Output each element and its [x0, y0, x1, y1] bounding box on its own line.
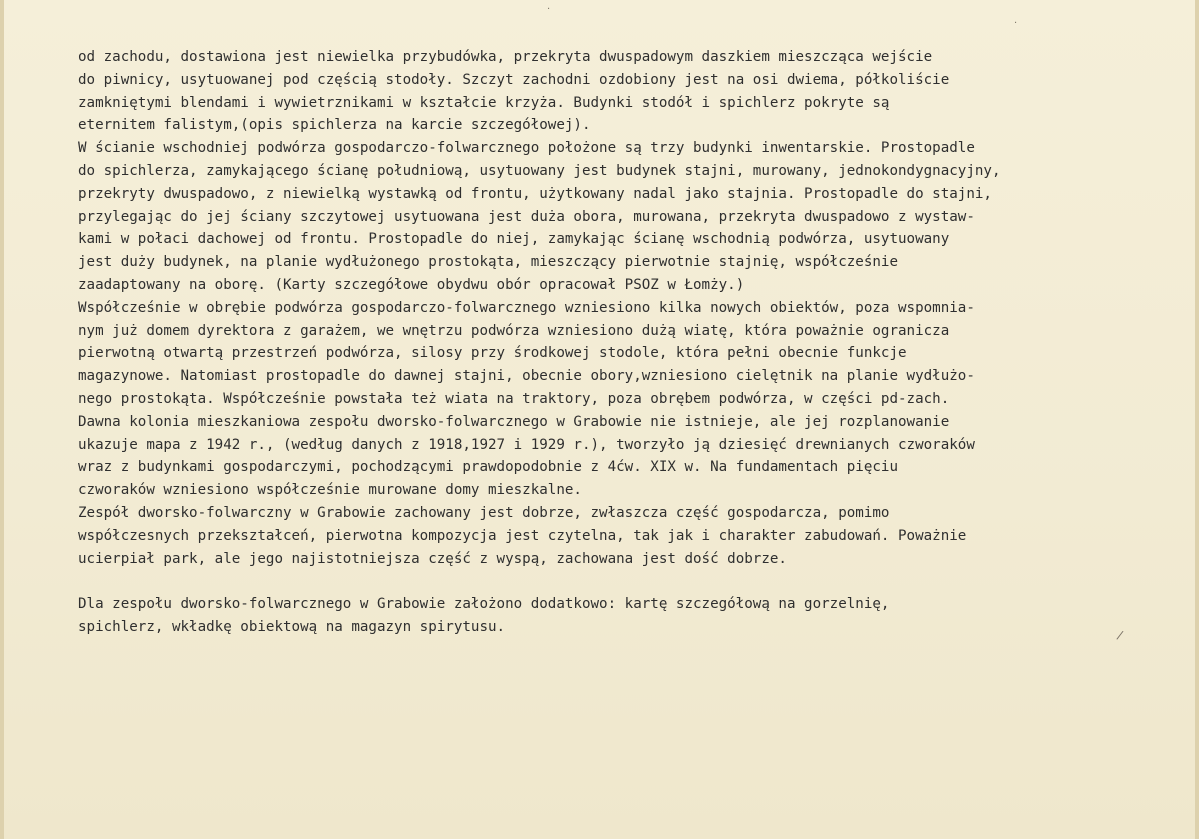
pencil-mark-top: ·: [547, 4, 551, 15]
text-line: wraz z budynkami gospodarczymi, pochodzącymi prawdopodobnie z 4ćw. XIX w. Na fundamentach pięciu: [78, 459, 898, 476]
text-line: jest duży budynek, na planie wydłużonego prostokąta, mieszczący pierwotnie stajnię, współcześnie: [78, 254, 898, 271]
text-line: eternitem falistym,(opis spichlerza na karcie szczegółowej).: [78, 117, 591, 134]
text-line: współczesnych przekształceń, pierwotna kompozycja jest czytelna, tak jak i charakter zabudowań. Poważnie: [78, 527, 967, 544]
text-line: Dla zespołu dworsko-folwarcznego w Grabowie założono dodatkowo: kartę szczegółową na gorzelnię,: [78, 596, 890, 613]
text-line: ucierpiał park, ale jego najistotniejsza część z wyspą, zachowana jest dość dobrze.: [78, 550, 787, 567]
typewritten-text: [78, 46, 1178, 639]
text-line: ukazuje mapa z 1942 r., (według danych z 1918,1927 i 1929 r.), tworzyło ją dziesięć drewnianych czworaków: [78, 436, 975, 453]
page-right-edge: [1195, 0, 1199, 839]
pencil-mark-right: /: [1115, 627, 1125, 643]
text-line: Współcześnie w obrębie podwórza gospodarczo-folwarcznego wzniesiono kilka nowych obiektów, poza wspomnia-: [78, 299, 975, 316]
text-line: Dawna kolonia mieszkaniowa zespołu dworsko-folwarcznego w Grabowie nie istnieje, ale jej rozplanowanie: [78, 413, 950, 430]
text-line: W ścianie wschodniej podwórza gospodarczo-folwarcznego położone są trzy budynki inwentarskie. Prostopadle: [78, 140, 975, 157]
text-line: od zachodu, dostawiona jest niewielka przybudówka, przekryta dwuspadowym daszkiem mieszcząca wejście: [78, 49, 933, 65]
text-line: pierwotną otwartą przestrzeń podwórza, silosy przy środkowej stodole, która pełni obecnie funkcje: [78, 345, 907, 362]
text-line: Zespół dworsko-folwarczny w Grabowie zachowany jest dobrze, zwłaszcza część gospodarcza, pomimo: [78, 504, 890, 521]
text-line: zaadaptowany na oborę. (Karty szczegółowe obydwu obór opracował PSOZ w Łomży.): [78, 276, 745, 293]
text-line: czworaków wzniesiono współcześnie murowane domy mieszkalne.: [78, 482, 582, 499]
pencil-mark-top-right: ·: [1014, 18, 1018, 29]
text-line: zamkniętymi blendami i wywietrznikami w kształcie krzyża. Budynki stodół i spichlerz pokryte są: [78, 94, 890, 111]
text-line: przekryty dwuspadowo, z niewielką wystawką od frontu, użytkowany nadal jako stajnia. Prostopadle do stajni,: [78, 185, 992, 202]
text-line: nym już domem dyrektora z garażem, we wnętrzu podwórza wzniesiono dużą wiatę, która poważnie ogranicza: [78, 322, 950, 339]
text-line: przylegając do jej ściany szczytowej usytuowana jest duża obora, murowana, przekryta dwuspadowo z wystaw-: [78, 208, 975, 225]
page-left-edge: [0, 0, 4, 839]
text-line: magazynowe. Natomiast prostopadle do dawnej stajni, obecnie obory,wzniesiono cielętnik na planie wydłużo-: [78, 368, 975, 385]
text-line: do spichlerza, zamykającego ścianę południową, usytuowany jest budynek stajni, murowany, jednokondygnacyjny,: [78, 162, 1001, 179]
text-line: kami w połaci dachowej od frontu. Prostopadle do niej, zamykając ścianę wschodnią podwórza, usytuowany: [78, 231, 950, 248]
paragraph-gap: [78, 570, 1178, 593]
text-line: spichlerz, wkładkę obiektową na magazyn spirytusu.: [78, 618, 506, 635]
text-line: nego prostokąta. Współcześnie powstała też wiata na traktory, poza obrębem podwórza, w części pd-zach.: [78, 390, 950, 407]
text-line: do piwnicy, usytuowanej pod częścią stodoły. Szczyt zachodni ozdobiony jest na osi dwiema, półkoliście: [78, 71, 950, 88]
